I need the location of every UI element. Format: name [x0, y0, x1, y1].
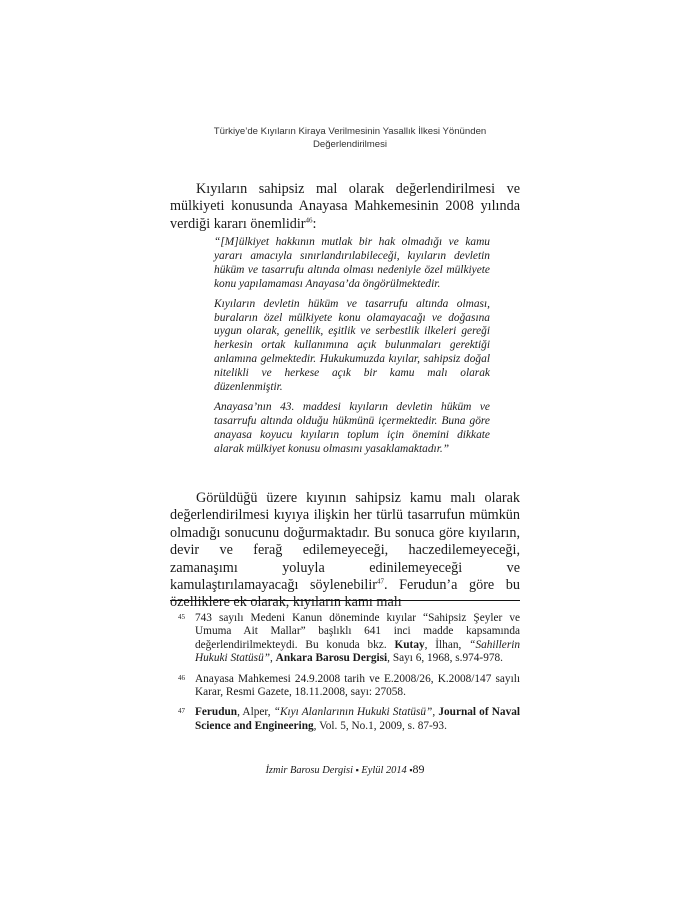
footer-date: Eylül 2014: [361, 765, 407, 776]
footnote-text: , İlhan,: [424, 638, 470, 651]
block-quote: [214, 236, 490, 463]
paragraph-1: [170, 181, 520, 233]
quote-paragraph-2: Kıyıların devletin hüküm ve tasarrufu altında olması, buraların özel mülkiyete konu olamayacağı ve doğasına uygun olarak, genellik, eşitlik ve serbestlik ilkeleri gereği herkesin ortak kullanımına açık bulunmaları gerektiği anlamına gelmektedir. Hukukumuzda kıyılar, sahipsiz doğal nitelikli ve herkese açık bir kamu malı olarak düzenlenmiştir.: [214, 297, 490, 394]
footnote-journal: Journal of Naval Science and Engineering: [195, 706, 520, 732]
paragraph-1-text: Kıyıların sahipsiz mal olarak değerlendirilmesi ve mülkiyeti konusunda Anayasa Mahkemesinin 2008 yılında verdiği kararı önemlidir: [170, 181, 520, 232]
header-line-1: Türkiye’de Kıyıların Kiraya Verilmesinin Yasallık İlkesi Yönünden: [213, 126, 487, 137]
footnotes: [170, 612, 520, 740]
footnote-text: , Vol. 5, No.1, 2009, s. 87-93.: [313, 719, 447, 732]
footnote-47: [170, 706, 520, 733]
paragraph-2-text: Görüldüğü üzere kıyının sahipsiz kamu malı olarak değerlendirilmesi kıyıya ilişkin her türlü tasarrufun mümkün olmadığı sonucunu doğurmaktadır. Bu sonuca göre kıyıların, devir ve ferağ edilemeyeceği, haczedilemeyeceği, zamanaşımı yoluyla edinilemeyeceği ve kamulaştırılamayacağı söylenebilir: [170, 490, 520, 594]
footnote-ref-47[interactable]: 47: [377, 577, 384, 586]
footer-separator: ▪: [355, 765, 359, 775]
footnote-text: ,: [270, 652, 276, 665]
footnote-separator: [170, 600, 520, 601]
footnote-text: , Sayı 6, 1968, s.974-978.: [387, 652, 503, 665]
footnote-title: “Kıyı Alanlarının Hukuki Statüsü”: [273, 706, 433, 719]
footnote-45: [170, 612, 520, 666]
paragraph-1-end: :: [312, 215, 317, 232]
header-line-2: Değerlendirilmesi: [312, 139, 388, 150]
footnote-text: , Alper,: [237, 706, 274, 719]
footnote-number: 46: [178, 673, 185, 682]
footer-separator: ▪: [409, 765, 413, 775]
footnote-author: Kutay: [394, 638, 425, 651]
paragraph-2-end: . Ferudun’a göre bu özelliklere ek olarak, kıyıların kamı malı: [170, 577, 520, 611]
footer-journal: İzmir Barosu Dergisi: [265, 765, 353, 776]
footnote-ref-46[interactable]: 46: [305, 216, 313, 225]
footnote-number: 47: [178, 707, 185, 716]
page-number: 89: [412, 762, 425, 776]
running-header: [170, 125, 530, 151]
footnote-text: Anayasa Mahkemesi 24.9.2008 tarih ve E.2008/26, K.2008/147 sayılı Karar, Resmi Gazete, 18.11.2008, sayı: 27058.: [195, 672, 520, 699]
footnote-number: 45: [178, 613, 185, 621]
quote-paragraph-1: “[M]ülkiyet hakkının mutlak bir hak olmadığı ve kamu yararı amacıyla sınırlandırılabileceği, kıyıların devletin hüküm ve tasarrufu altında olması nedeniyle özel mülkiyete konu yapılamaması Anayasa’da öngörülmektedir.: [214, 236, 490, 290]
paragraph-2: [170, 490, 520, 612]
page-footer: [170, 762, 520, 777]
footnote-journal: Ankara Barosu Dergisi: [275, 652, 388, 665]
footnote-46: [170, 673, 520, 700]
footnote-author: Ferudun: [195, 706, 238, 719]
footnote-text: 743 sayılı Medeni Kanun döneminde kıyılar “Sahipsiz Şeyler ve Umuma Ait Mallar” başlıklı 641 inci madde kapsamında değerlendirilmekteydi. Bu konuda bkz.: [195, 612, 520, 651]
footnote-text: ,: [432, 706, 439, 719]
footnote-title: “Sahillerin Hukuki Statüsü”: [195, 638, 520, 665]
quote-paragraph-3: Anayasa’nın 43. maddesi kıyıların devletin hüküm ve tasarrufu altında olduğu hükmünü içermektedir. Buna göre anayasa koyucu kıyıların toplum için önemini dikkate alarak mülkiyet konusu olmasını yasaklamaktadır.”: [214, 400, 490, 455]
